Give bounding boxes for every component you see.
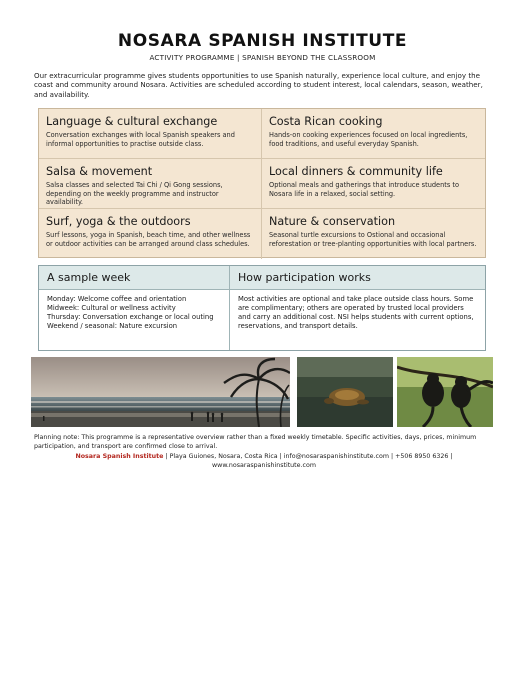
- page-title: NOSARA SPANISH INSTITUTE: [117, 31, 408, 51]
- contact-details: | Playa Guiones, Nosara, Costa Rica | info@nosaraspanishinstitute.com | +506 8950 6326 |: [163, 453, 453, 460]
- activity-cell: [262, 209, 485, 259]
- activity-title: Costa Rican cooking: [269, 115, 383, 128]
- sample-week-list: [39, 290, 229, 331]
- activity-title: Language & cultural exchange: [46, 115, 218, 128]
- activity-cell: [262, 109, 485, 159]
- intro-paragraph: Our extracurricular programme gives students opportunities to use Spanish naturally, experience local culture, and enjoy the coast and community around Nosara. Activities are scheduled according to student interest, local calendars, season, weather, and availability.: [34, 71, 483, 99]
- participation-heading: How participation works: [230, 266, 485, 290]
- monkey-photo-image: [397, 357, 493, 427]
- activity-description: Hands-on cooking experiences focused on local ingredients, food traditions, and useful everyday Spanish.: [269, 131, 468, 148]
- activity-grid: [38, 108, 486, 258]
- activity-title: Local dinners & community life: [269, 165, 443, 178]
- info-panel: [38, 265, 486, 351]
- contact-line: [34, 453, 494, 470]
- participation-section: [230, 266, 485, 350]
- turtle-photo: [297, 357, 393, 427]
- sample-week-section: [39, 266, 230, 350]
- planning-note: Planning note: This programme is a representative overview rather than a fixed weekly timetable. Specific activities, days, prices, minimum participation, and transport are confirmed close to arrival.: [34, 434, 477, 450]
- sample-week-line: Thursday: Conversation exchange or local outing: [47, 313, 214, 321]
- beach-photo-image: [31, 357, 290, 427]
- activity-title: Surf, yoga & the outdoors: [46, 215, 191, 228]
- sample-week-line: Monday: Welcome coffee and orientation: [47, 295, 187, 303]
- monkey-photo: [397, 357, 493, 427]
- activity-cell: [39, 209, 262, 259]
- activity-description: Optional meals and gatherings that introduce students to Nosara life in a relaxed, social setting.: [269, 181, 460, 198]
- activity-cell: [39, 159, 262, 209]
- website-link[interactable]: www.nosaraspanishinstitute.com: [212, 461, 316, 469]
- activity-title: Nature & conservation: [269, 215, 396, 228]
- sample-week-heading: A sample week: [39, 266, 229, 290]
- turtle-photo-image: [297, 357, 393, 427]
- brand-name: Nosara Spanish Institute: [75, 453, 164, 460]
- activity-description: Salsa classes and selected Tai Chi / Qi Gong sessions, depending on the weekly programme and instructor availability.: [46, 181, 223, 207]
- beach-photo: [31, 357, 290, 427]
- sample-week-line: Weekend / seasonal: Nature excursion: [47, 322, 178, 330]
- activity-description: Seasonal turtle excursions to Ostional and occasional reforestation or tree-planting opportunities with local partners.: [269, 231, 477, 248]
- activity-cell: [39, 109, 262, 159]
- activity-title: Salsa & movement: [46, 165, 153, 178]
- activity-description: Conversation exchanges with local Spanish speakers and informal opportunities to practise outside class.: [46, 131, 235, 148]
- page-subtitle: ACTIVITY PROGRAMME | SPANISH BEYOND THE CLASSROOM: [149, 53, 376, 62]
- activity-description: Surf lessons, yoga in Spanish, beach time, and other wellness or outdoor activities can be arranged around class schedules.: [46, 231, 251, 248]
- participation-body: Most activities are optional and take place outside class hours. Some are complimentary; others are operated by trusted local providers and carry an additional cost. NSI helps students with current options, reservations, and transport details.: [238, 295, 474, 330]
- activity-cell: [262, 159, 485, 209]
- sample-week-line: Midweek: Cultural or wellness activity: [47, 304, 176, 312]
